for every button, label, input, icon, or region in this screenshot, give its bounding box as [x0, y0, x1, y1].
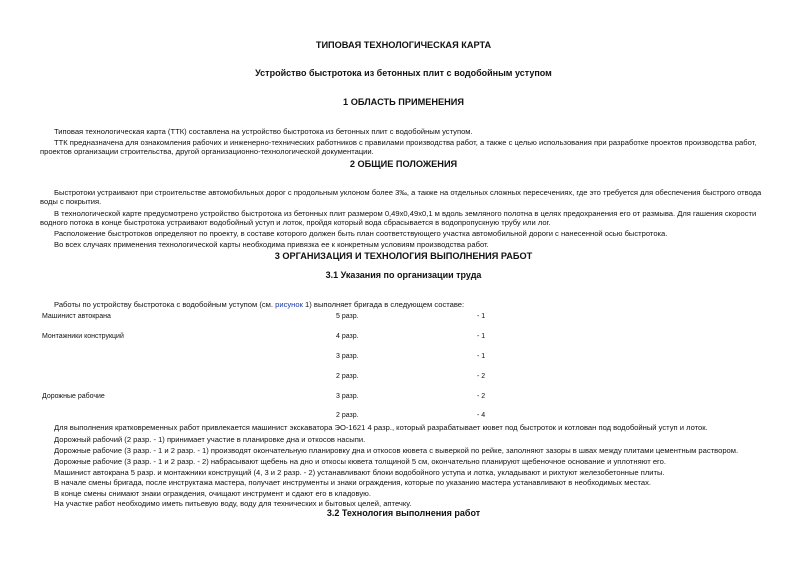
crew-count: - 1 [477, 313, 486, 320]
section-2-paragraph-1: Быстротоки устраивают при строительстве автомобильных дорог с продольным уклоном более 3‰, а также на отдельных сложных пересечениях, где это требуется для обеспечения быстрого отвода воды с покрытия. [40, 188, 762, 207]
section-3-line-6: В начале смены бригада, после инструктажа мастера, получает инструменты и знаки ограждения, которые по указанию мастера устанавливают в необходимых местах. [54, 478, 651, 487]
section-2-paragraph-2: В технологической карте предусмотрено устройство быстротока из бетонных плит размером 0,49х0,49х0,1 м вдоль земляного полотна в целях предохранения его от размыва. Для гашения скорости водного потока в конце быстротока устраивают водобойный уступ и лоток, пройдя который вода сбрасывается в водопропускную трубу или лог. [40, 209, 757, 228]
section-1-paragraph-2: ТТК предназначена для ознакомления рабочих и инженерно-технических работников с правилами производства работ, а также с целью использования при разработке проектов производства работ, проектов организации строительства, другой организационно-технологической документации. [40, 138, 757, 157]
crew-count: - 4 [477, 412, 486, 419]
section-2-paragraph-3: Расположение быстротоков определяют по проекту, в составе которого должен быть план соответствующего участка автомобильной дороги с нанесенной осью быстротока. [54, 229, 668, 238]
crew-grade: 3 разр. [336, 393, 359, 400]
section-3-line-4: Дорожные рабочие (3 разр. - 1 и 2 разр. - 2) набрасывают щебень на дно и откосы кювета толщиной 5 см, окончательно планируют щебеночное основание и уплотняют его. [54, 457, 666, 466]
section-3-heading: 3 ОРГАНИЗАЦИЯ И ТЕХНОЛОГИЯ ВЫПОЛНЕНИЯ РАБОТ [274, 251, 533, 261]
section-1-paragraph-1: Типовая технологическая карта (ТТК) составлена на устройство быстротока из бетонных плит с водобойным уступом. [54, 127, 473, 136]
crew-grade: 2 разр. [336, 373, 359, 380]
section-3-1-heading: 3.1 Указания по организации труда [325, 270, 482, 280]
figure-link[interactable]: рисунок [275, 300, 303, 309]
crew-role: Монтажники конструкций [42, 333, 124, 340]
section-3-line-8: На участке работ необходимо иметь питьевую воду, воду для технических и бытовых целей, аптечку. [54, 499, 412, 508]
crew-intro-text-after: 1) выполняет бригада в следующем составе: [302, 300, 465, 309]
section-3-line-2: Дорожный рабочий (2 разр. - 1) принимает участие в планировке дна и откосов насыпи. [54, 435, 366, 444]
crew-role: Дорожные рабочие [42, 393, 105, 400]
section-1-heading: 1 ОБЛАСТЬ ПРИМЕНЕНИЯ [343, 97, 464, 107]
section-3-line-1: Для выполнения кратковременных работ привлекается машинист экскаватора ЭО-1621 4 разр., который разрабатывает кювет под быстроток и котлован под водобойный уступ и лоток. [54, 423, 708, 432]
crew-count: - 2 [477, 373, 486, 380]
document-title: ТИПОВАЯ ТЕХНОЛОГИЧЕСКАЯ КАРТА [315, 40, 492, 50]
crew-intro-text-before: Работы по устройству быстротока с водобойным уступом (см. [54, 300, 276, 309]
document-subtitle: Устройство быстротока из бетонных плит с водобойным уступом [255, 68, 552, 78]
crew-intro [54, 300, 464, 309]
crew-role: Машинист автокрана [42, 313, 111, 320]
crew-grade: 4 разр. [336, 333, 359, 340]
crew-count: - 1 [477, 353, 486, 360]
section-2-heading: 2 ОБЩИЕ ПОЛОЖЕНИЯ [349, 159, 458, 169]
section-3-2-heading: 3.2 Технология выполнения работ [326, 508, 481, 518]
crew-grade: 2 разр. [336, 412, 359, 419]
section-3-line-7: В конце смены снимают знаки ограждения, очищают инструмент и сдают его в кладовую. [54, 489, 371, 498]
crew-grade: 3 разр. [336, 353, 359, 360]
section-3-line-3: Дорожные рабочие (3 разр. - 1 и 2 разр. - 1) производят окончательную планировку дна и откосов кювета с выверкой по рейке, заполняют зазоры в швах между плитами цементным раствором. [54, 446, 739, 455]
crew-count: - 1 [477, 333, 486, 340]
crew-count: - 2 [477, 393, 486, 400]
section-2-paragraph-4: Во всех случаях применения технологической карты необходима привязка ее к конкретным условиям производства работ. [54, 240, 489, 249]
crew-grade: 5 разр. [336, 313, 359, 320]
section-3-line-5: Машинист автокрана 5 разр. и монтажники конструкций (4, 3 и 2 разр. - 2) устанавливают блоки водобойного уступа и лотка, укладывают и рихтуют железобетонные плиты. [54, 468, 665, 477]
